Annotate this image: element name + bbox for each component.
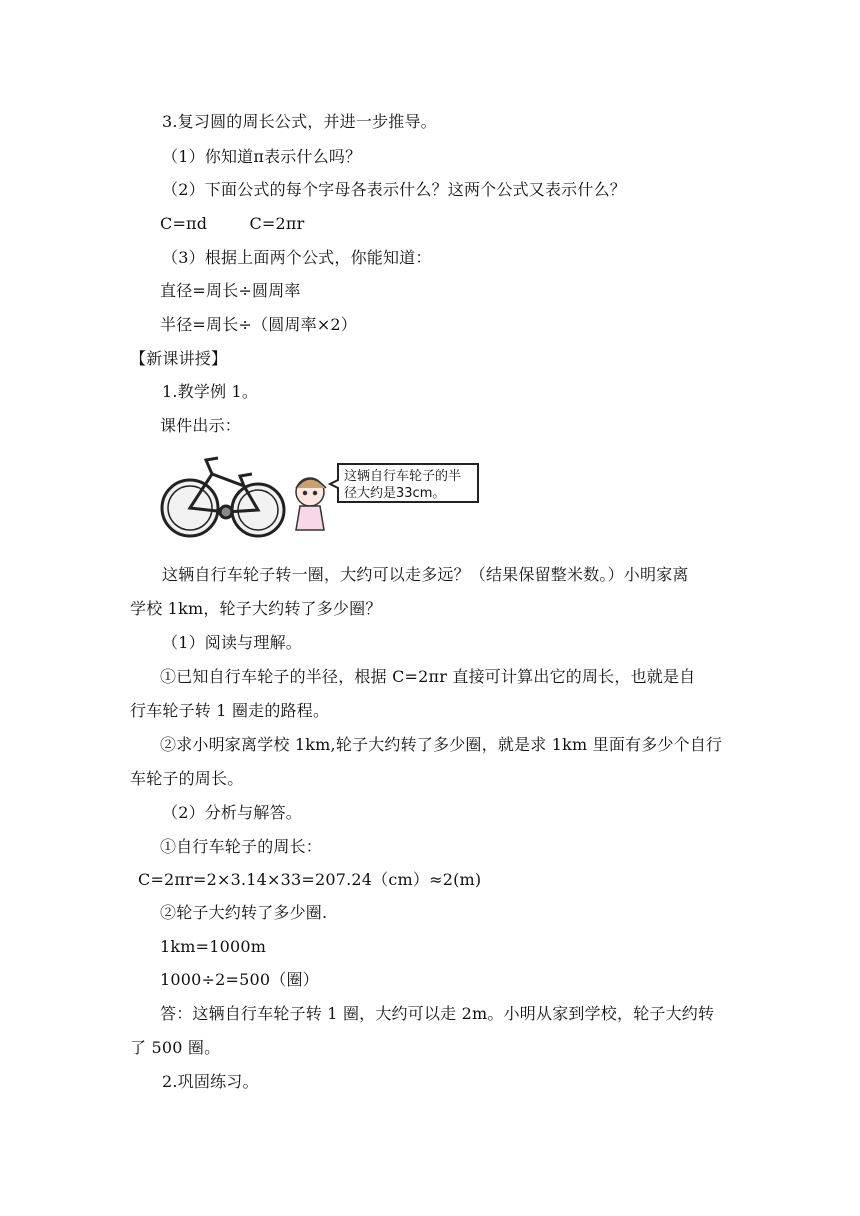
question-1: （1）你知道π表示什么吗？ xyxy=(162,147,362,166)
step-2-heading: （2）分析与解答。 xyxy=(162,803,302,822)
step-1-point-1-line-1: ①已知自行车轮子的半径，根据 C=2πr 直接可计算出它的周长，也就是自 xyxy=(160,667,696,686)
step-1-heading: （1）阅读与理解。 xyxy=(162,633,302,652)
example-problem-line-2: 学校 1km，轮子大约转了多少圈？ xyxy=(130,599,382,618)
speech-bubble-text: 这辆自行车轮子的半径大约是33cm。 xyxy=(344,469,462,501)
step-1-point-2-line-2: 车轮子的周长。 xyxy=(130,769,244,788)
formula-line: C=πd C=2πr xyxy=(160,214,305,233)
unit-conversion: 1km=1000m xyxy=(160,937,267,956)
example-heading: 1.教学例 1。 xyxy=(162,382,259,401)
step-2-point-1: ①自行车轮子的周长： xyxy=(160,837,323,856)
radius-formula: 半径=周长÷（圆周率×2） xyxy=(160,315,357,334)
step-2-point-2: ②轮子大约转了多少圈. xyxy=(160,903,328,922)
step-1-point-1-line-2: 行车轮子转 1 圈走的路程。 xyxy=(130,701,330,720)
example-problem-line-1: 这辆自行车轮子转一圈，大约可以走多远？（结果保留整米数。）小明家离 xyxy=(162,565,689,584)
courseware-label: 课件出示： xyxy=(160,416,242,435)
answer-line-1: 答：这辆自行车轮子转 1 圈，大约可以走 2m。小明从家到学校，轮子大约转 xyxy=(160,1004,715,1023)
practice-heading: 2.巩固练习。 xyxy=(162,1072,259,1091)
diameter-formula: 直径=周长÷圆周率 xyxy=(160,281,301,300)
step-1-point-2-line-1: ②求小明家离学校 1km,轮子大约转了多少圈，就是求 1km 里面有多少个自行 xyxy=(160,735,723,754)
circumference-calculation: C=2πr=2×3.14×33=207.24（cm）≈2(m) xyxy=(138,870,482,889)
revolution-calculation: 1000÷2=500（圈） xyxy=(160,970,319,989)
bicycle-figure xyxy=(160,452,500,542)
question-2: （2）下面公式的每个字母各表示什么？这两个公式又表示什么？ xyxy=(162,180,626,199)
section-heading: 【新课讲授】 xyxy=(130,349,228,368)
answer-line-2: 了 500 圈。 xyxy=(130,1038,221,1057)
question-3: （3）根据上面两个公式，你能知道： xyxy=(162,248,432,267)
review-heading: 3.复习圆的周长公式，并进一步推导。 xyxy=(162,112,437,131)
